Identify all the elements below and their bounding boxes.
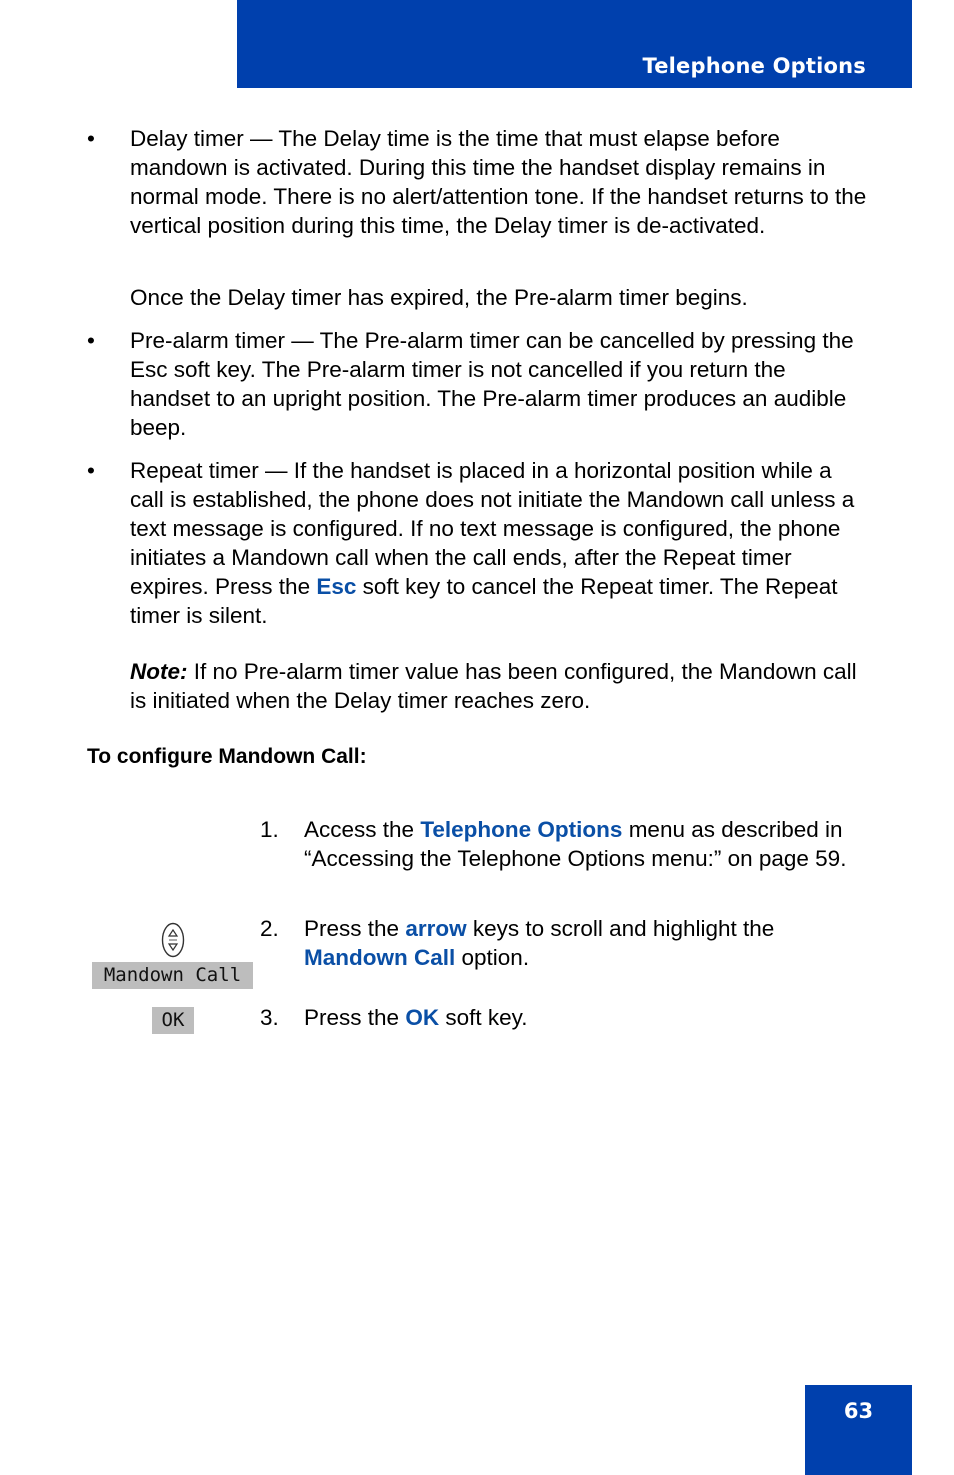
bullet-symbol: • bbox=[87, 126, 95, 151]
step-text bbox=[304, 1003, 874, 1032]
esc-key-highlight: Esc bbox=[316, 574, 357, 599]
lcd-ok-softkey: OK bbox=[152, 1007, 194, 1034]
text-part: soft key. bbox=[445, 1005, 528, 1030]
page-number-box bbox=[805, 1385, 912, 1475]
step-number: 1. bbox=[260, 817, 279, 842]
telephone-options-highlight: Telephone Options bbox=[420, 817, 623, 842]
mandown-call-highlight: Mandown Call bbox=[304, 945, 456, 970]
text-part: menu as described in “Accessing the Telephone Options menu:” on page 59. bbox=[304, 817, 847, 871]
delay-followup: Once the Delay timer has expired, the Pre-alarm timer begins. bbox=[130, 285, 748, 310]
text-part: keys to scroll and highlight the bbox=[472, 916, 775, 941]
arrow-highlight: arrow bbox=[405, 916, 467, 941]
bullet-text: Pre-alarm timer — The Pre-alarm timer can be cancelled by pressing the Esc soft key. The Pre-alarm timer is not cancelled if you return the handset to an upright position. The Pre-alarm timer produces an audible beep. bbox=[130, 328, 854, 440]
step-text bbox=[304, 914, 874, 972]
page-number: 63 bbox=[843, 1399, 874, 1423]
text-part: Access the bbox=[304, 817, 415, 842]
text-part: option. bbox=[461, 945, 530, 970]
step-number: 3. bbox=[260, 1005, 279, 1030]
text-part: Press the bbox=[304, 1005, 400, 1030]
header-bar bbox=[237, 0, 912, 88]
bullet-symbol: • bbox=[87, 458, 95, 483]
step-text bbox=[304, 815, 874, 873]
text-part: Press the bbox=[304, 916, 400, 941]
bullet-text: Delay timer — The Delay time is the time that must elapse before mandown is activated. During this time the handset display remains in normal mode. There is no alert/attention tone. If the handset returns to the vertical position during this time, the Delay timer is de-activated. bbox=[130, 126, 867, 238]
ok-highlight: OK bbox=[405, 1005, 440, 1030]
bullet-symbol: • bbox=[87, 328, 95, 353]
note-label: Note: bbox=[130, 659, 188, 684]
text-part: Repeat timer — If the handset is placed in a horizontal position while a call is established, the phone does not initiate the Mandown call unless a text message is configured. If no text message is configured, the phone initiates a Mandown call when the call ends, after the Repeat timer expires. Press the bbox=[130, 458, 855, 599]
note bbox=[130, 657, 870, 715]
procedure-heading: To configure Mandown Call: bbox=[87, 745, 367, 768]
lcd-mandown-call: Mandown Call bbox=[92, 962, 253, 989]
text-part: soft key to cancel the Repeat timer. The Repeat timer is silent. bbox=[130, 574, 838, 628]
navigation-key-icon bbox=[161, 922, 185, 958]
header-title: Telephone Options bbox=[642, 54, 866, 78]
note-text: If no Pre-alarm timer value has been configured, the Mandown call is initiated when the Delay timer reaches zero. bbox=[130, 659, 857, 713]
bullet-text bbox=[130, 456, 870, 630]
step-number: 2. bbox=[260, 916, 279, 941]
